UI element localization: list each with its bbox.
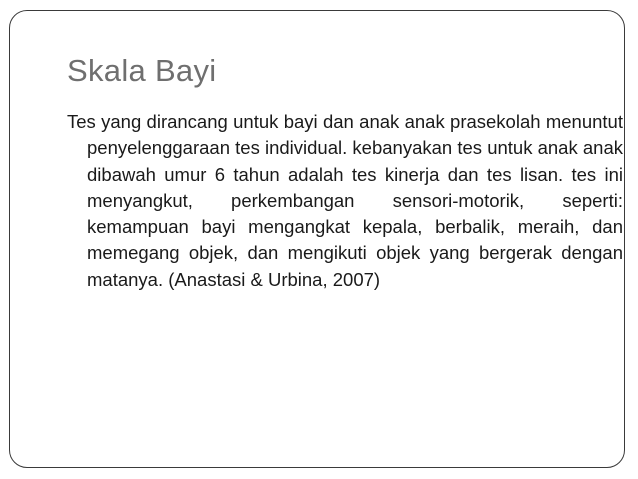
slide-body-text: Tes yang dirancang untuk bayi dan anak anak prasekolah menuntut penyelenggaraan tes individual. kebanyakan tes untuk anak anak dibawah umur 6 tahun adalah tes kinerja dan tes lisan. tes ini menyangkut, perkembangan sensori-motorik, seperti: kemampuan bayi mengangkat kepala, berbalik, meraih, dan memegang objek, dan mengikuti objek yang bergerak dengan matanya. (Anastasi & Urbina, 2007) — [67, 111, 623, 290]
slide-title: Skala Bayi — [67, 53, 217, 88]
